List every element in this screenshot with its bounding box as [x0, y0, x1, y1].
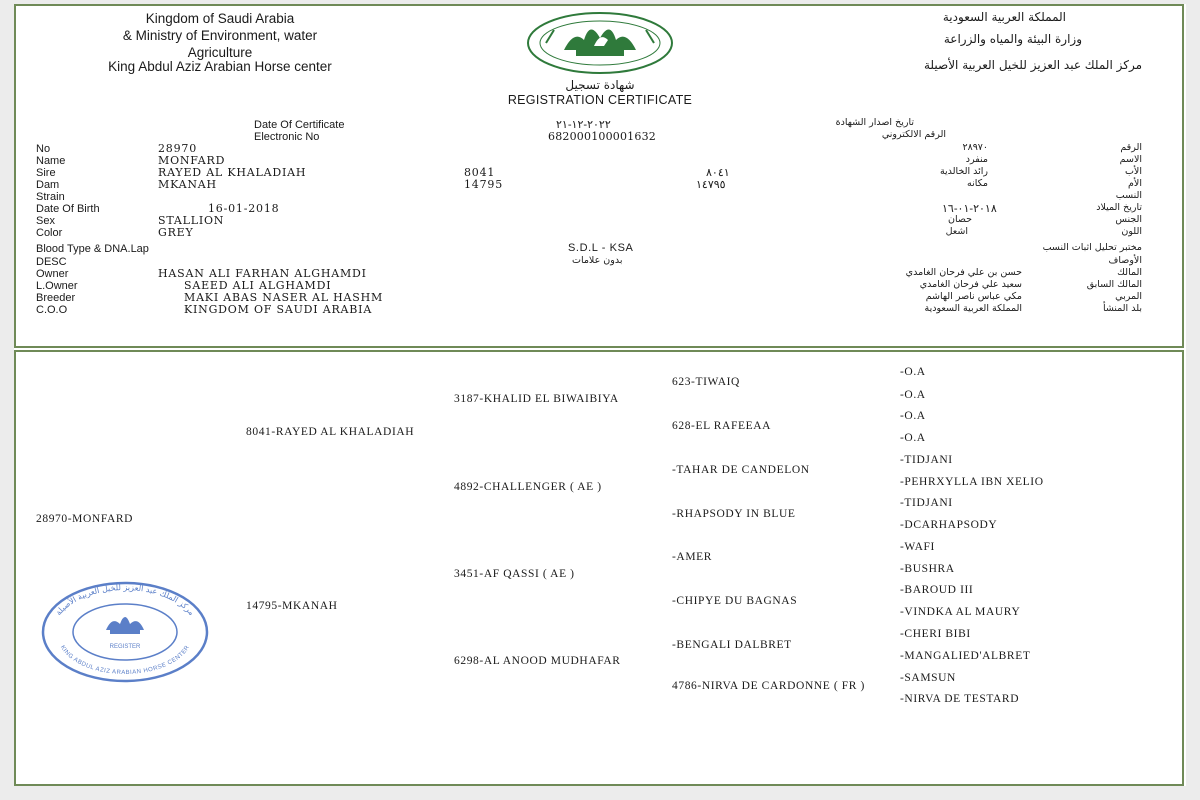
header-en-line2: & Ministry of Environment, water [122, 28, 318, 43]
pedigree-gen5: -O.A [900, 410, 926, 422]
svg-text:مركز الملك عبد العزيز للخيل ال [54, 583, 196, 617]
field-value-ar: اشعل [945, 226, 968, 237]
field-label-ar: المالك [1117, 267, 1142, 278]
pedigree-horse: 28970-MONFARD [36, 513, 134, 525]
field-label: Owner [36, 268, 69, 280]
field-label-ar: الجنس [1115, 214, 1142, 225]
pedigree-gen4: -AMER [672, 551, 713, 563]
header-en-line3: Agriculture [187, 45, 253, 60]
pedigree-gen5: -O.A [900, 366, 926, 378]
pedigree-gen5: -BAROUD III [900, 584, 974, 596]
pedigree-gen3: 6298-AL ANOOD MUDHAFAR [454, 655, 621, 667]
pedigree-frame [14, 350, 1184, 786]
header-ar-line2: وزارة البيئة والمياه والزراعة [943, 32, 1082, 46]
field-label: C.O.O [36, 304, 68, 316]
title-arabic: شهادة تسجيل [565, 78, 635, 92]
title-english: REGISTRATION CERTIFICATE [507, 93, 693, 107]
pedigree-gen5: -DCARHAPSODY [900, 519, 998, 531]
field-label-ar: النسب [1115, 190, 1142, 201]
pedigree-dam: 14795-MKANAH [246, 600, 338, 612]
center-logo [524, 10, 676, 76]
field-value: SAEED ALI ALGHAMDI [184, 279, 332, 292]
pedigree-gen5: -PEHRXYLLA IBN XELIO [900, 476, 1044, 488]
electronic-no-label: Electronic No [254, 131, 320, 143]
date-of-certificate-value: ٢٠٢٢-١٢-٢١ [556, 118, 611, 131]
field-value-ar: مكي عباس ناصر الهاشم [925, 291, 1022, 302]
field-value: MONFARD [158, 154, 226, 167]
pedigree-gen5: -SAMSUN [900, 672, 956, 684]
field-value-ar: سعيد علي فرحان الغامدي [919, 279, 1022, 290]
pedigree-gen3: 4892-CHALLENGER ( AE ) [454, 481, 602, 493]
field-number: بدون علامات [572, 255, 623, 266]
field-number: S.D.L - KSA [568, 242, 634, 254]
pedigree-gen3: 3187-KHALID EL BIWAIBIYA [454, 393, 619, 405]
field-value: MAKI ABAS NASER AL HASHM [184, 291, 384, 304]
field-label-ar: الأب [1124, 166, 1142, 177]
pedigree-gen4: -RHAPSODY IN BLUE [672, 508, 796, 520]
field-value: GREY [158, 226, 194, 239]
field-label: Breeder [36, 292, 76, 304]
pedigree-gen5: -O.A [900, 432, 926, 444]
pedigree-gen4: -TAHAR DE CANDELON [672, 464, 810, 476]
field-number-ar: ٨٠٤١ [706, 166, 730, 179]
field-label: Color [36, 227, 63, 239]
field-label: No [36, 143, 51, 155]
field-value: 28970 [158, 142, 197, 155]
pedigree-gen4: -BENGALI DALBRET [672, 639, 792, 651]
field-label-ar: الاسم [1119, 154, 1142, 165]
stamp-text-top: مركز الملك عبد العزيز للخيل العربية الأصيلة [53, 582, 197, 618]
field-value-ar: رائد الخالدية [939, 166, 988, 177]
field-value-ar: المملكة العربية السعودية [924, 303, 1022, 314]
field-value: STALLION [158, 214, 225, 227]
field-label-ar: تاريخ الميلاد [1096, 202, 1142, 213]
date-of-certificate-label: Date Of Certificate [254, 119, 345, 131]
field-value-ar: ٢٨٩٧٠ [962, 142, 988, 153]
field-label: L.Owner [36, 280, 78, 292]
field-value: RAYED AL KHALADIAH [158, 166, 307, 179]
field-value: 16-01-2018 [208, 202, 280, 215]
stamp-center-label: REGISTER [109, 644, 141, 650]
pedigree-sire: 8041-RAYED AL KHALADIAH [246, 426, 415, 438]
field-label-ar: اللون [1121, 226, 1142, 237]
pedigree-gen3: 3451-AF QASSI ( AE ) [454, 568, 575, 580]
pedigree-gen5: -CHERI BIBI [900, 628, 971, 640]
header-en-line1: Kingdom of Saudi Arabia [145, 11, 295, 26]
pedigree-gen5: -TIDJANI [900, 497, 953, 509]
field-label-ar: الأم [1128, 178, 1142, 189]
header-ar-line3: مركز الملك عبد العزيز للخيل العربية الأصيلة [924, 58, 1142, 72]
field-label-ar: الأوصاف [1108, 255, 1142, 266]
official-stamp [40, 580, 210, 684]
field-value: MKANAH [158, 178, 217, 191]
field-label-ar: مختبر تحليل اثبات النسب [1042, 242, 1142, 253]
field-label-ar: المالك السابق [1086, 279, 1142, 290]
field-value-ar: ٢٠١٨-٠١-١٦ [942, 202, 997, 215]
center-name-en: King Abdul Aziz Arabian Horse center [108, 59, 332, 74]
header-ar-line1: المملكة العربية السعودية [942, 10, 1066, 24]
field-label: Sire [36, 167, 56, 179]
field-label: Name [36, 155, 66, 167]
field-label-ar: المربي [1115, 291, 1142, 302]
pedigree-gen5: -O.A [900, 389, 926, 401]
pedigree-gen4: 623-TIWAIQ [672, 376, 740, 388]
stamp-text-bottom: KING ABDUL AZIZ ARABIAN HORSE CENTER [58, 644, 192, 677]
pedigree-gen5: -WAFI [900, 541, 935, 553]
field-label: Strain [36, 191, 65, 203]
header-english [60, 10, 380, 61]
pedigree-gen5: -MANGALIED'ALBRET [900, 650, 1031, 662]
pedigree-gen4: 4786-NIRVA DE CARDONNE ( FR ) [672, 680, 865, 692]
field-value-ar: حصان [948, 214, 972, 225]
field-label-ar: الرقم [1120, 142, 1142, 153]
field-value: HASAN ALI FARHAN ALGHAMDI [158, 267, 367, 280]
pedigree-gen5: -TIDJANI [900, 454, 953, 466]
field-label: Dam [36, 179, 60, 191]
field-label-ar: بلد المنشأ [1102, 303, 1142, 314]
field-value-ar: مكانه [967, 178, 988, 189]
pedigree-gen5: -BUSHRA [900, 563, 955, 575]
field-label: Blood Type & DNA.Lap [36, 243, 149, 255]
field-label: Date Of Birth [36, 203, 100, 215]
field-label: Sex [36, 215, 55, 227]
field-label: DESC [36, 256, 67, 268]
field-number-ar: ١٤٧٩٥ [696, 178, 726, 191]
pedigree-gen4: 628-EL RAFEEAA [672, 420, 772, 432]
electronic-no-value: 682000100001632 [548, 130, 656, 143]
pedigree-gen5: -VINDKA AL MAURY [900, 606, 1021, 618]
pedigree-gen5: -NIRVA DE TESTARD [900, 693, 1020, 705]
field-value-ar: حسن بن علي فرحان الغامدي [905, 267, 1022, 278]
date-of-certificate-label-ar: تاريخ اصدار الشهادة [835, 117, 914, 128]
field-value-ar: منفرد [965, 154, 988, 165]
field-number: 14795 [464, 178, 503, 191]
field-number: 8041 [464, 166, 496, 179]
electronic-no-label-ar: الرقم الالكتروني [881, 129, 946, 140]
field-value: KINGDOM OF SAUDI ARABIA [184, 303, 373, 316]
pedigree-gen4: -CHIPYE DU BAGNAS [672, 595, 798, 607]
